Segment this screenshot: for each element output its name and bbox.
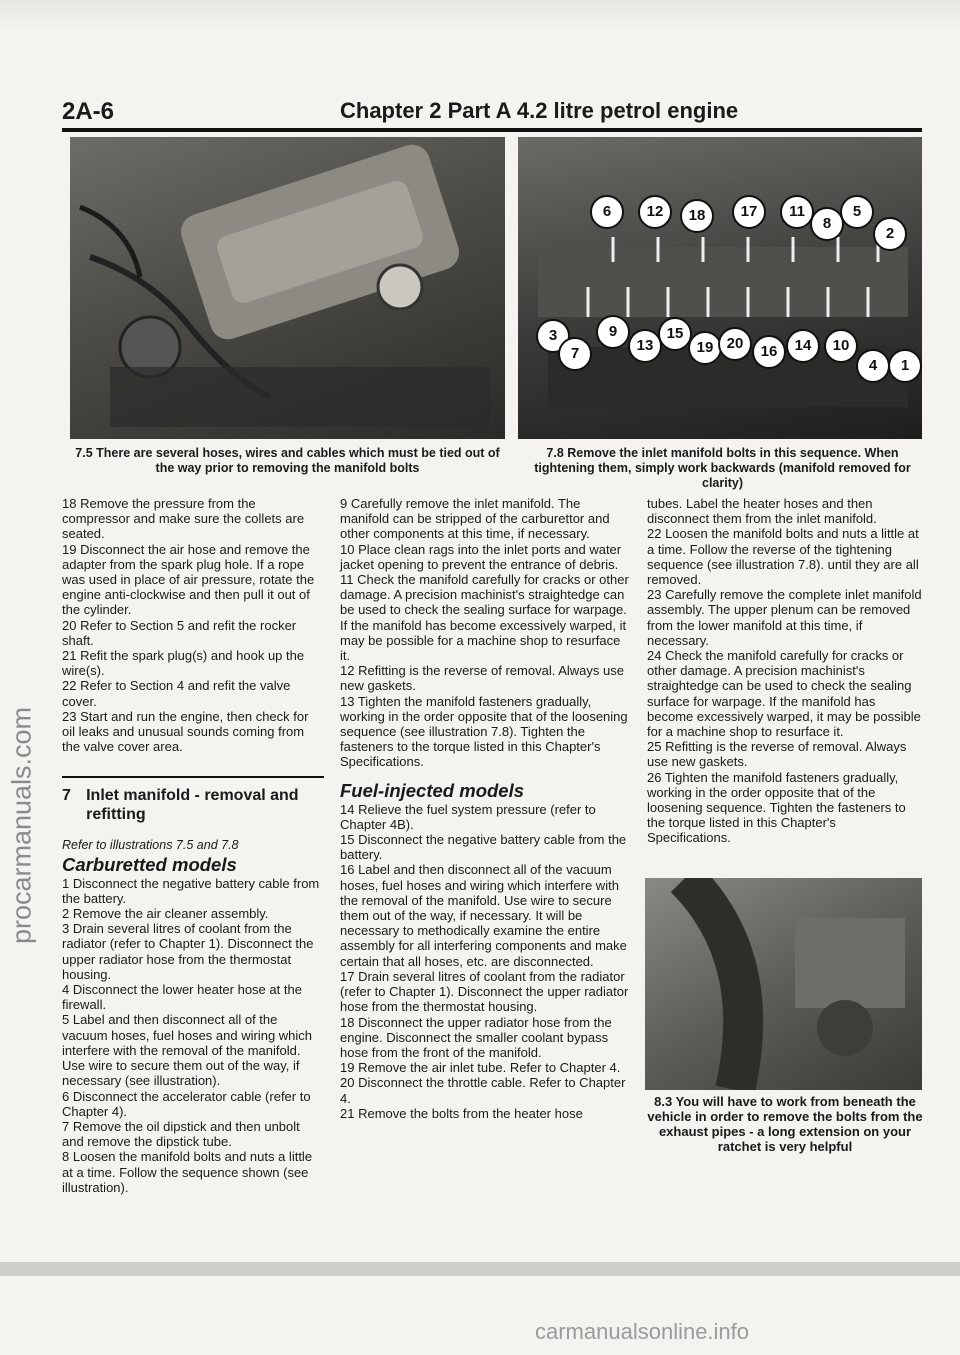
paragraph: 2 Remove the air cleaner assembly. — [62, 906, 269, 922]
paragraph: 13 Tighten the manifold fasteners gradually, working in the order opposite that of the loosening sequence (see illustration 7.8). Tighten the fasteners to the torque listed in this Chapter's Specifications. — [340, 693, 628, 770]
bolt-badge: 19 — [688, 331, 722, 365]
bolt-badge: 14 — [786, 329, 820, 363]
paragraph: 4 Disconnect the lower heater hose at the firewall. — [62, 982, 302, 1013]
paragraph: 18 Disconnect the upper radiator hose from the engine. Disconnect the smaller coolant bypass hose from the front of the manifold. — [340, 1014, 612, 1060]
paragraph: 1 Disconnect the negative battery cable from the battery. — [62, 875, 320, 906]
photo-8-3-exhaust — [645, 878, 922, 1090]
exhaust-photo-illustration — [645, 878, 922, 1090]
bolt-badge: 13 — [628, 329, 662, 363]
paragraph: 25 Refitting is the reverse of removal. Always use new gaskets. — [647, 739, 907, 770]
paragraph: 11 Check the manifold carefully for cracks or other damage. A precision machinist's straightedge can be used to check the sealing surface for warpage. If the manifold has become excessively warped, it may be possible for a machine shop to resurface it. — [340, 572, 629, 664]
paragraph: 23 Start and run the engine, then check for oil leaks and unusual sounds coming from the valve cover area. — [62, 708, 309, 755]
paragraph: 12 Refitting is the reverse of removal. Always use new gaskets. — [340, 663, 624, 694]
paragraph: 9 Carefully remove the inlet manifold. The manifold can be stripped of the carburettor and other components at this time, if necessary. — [340, 496, 610, 542]
paragraph: 6 Disconnect the accelerator cable (refer to Chapter 4). — [62, 1088, 311, 1119]
section-number: 7 — [62, 787, 71, 805]
bolt-badge: 9 — [596, 315, 630, 349]
paragraph: 8 Loosen the manifold bolts and nuts a little at a time. Follow the sequence shown (see illustration). — [62, 1149, 313, 1195]
paragraph: 21 Refit the spark plug(s) and hook up the wire(s). — [62, 648, 305, 679]
paragraph: 10 Place clean rags into the inlet ports and water jacket opening to prevent the entrance of debris. — [340, 541, 622, 572]
bolt-badge: 11 — [780, 195, 814, 229]
bolt-badge: 2 — [873, 217, 907, 251]
caption-8-3: 8.3 You will have to work from beneath the vehicle in order to remove the bolts from the exhaust pipes - a long extension on your ratchet is very helpful — [647, 1094, 923, 1154]
footer-watermark: carmanualsonline.info — [535, 1319, 750, 1344]
paragraph: 16 Label and then disconnect all of the vacuum hoses, fuel hoses and wiring which interfere with the removal of the manifold. Use wire to secure them out of the way, if necessary. It will be necessary to methodically examine the entire assembly for all interfering components and make certain that all hoses, etc. are disconnected. — [340, 862, 627, 969]
bolt-badge: 12 — [638, 195, 672, 229]
page-header — [62, 98, 922, 128]
paragraph: 26 Tighten the manifold fasteners gradually, working in the order opposite that of the loosening sequence. Tighten the fasteners to the torque listed in this Chapter's Specifications. — [647, 769, 906, 846]
bolt-badge: 7 — [558, 337, 592, 371]
side-watermark-text: procarmanuals.com — [6, 706, 37, 945]
paragraph: 5 Label and then disconnect all of the vacuum hoses, fuel hoses and wiring which interfere with the removal of the manifold. Use wire to secure them out of the way, if necessary (see illustration). — [62, 1012, 313, 1089]
paragraph: 14 Relieve the fuel system pressure (refer to Chapter 4B). — [340, 801, 596, 832]
bolt-badge: 20 — [718, 327, 752, 361]
bolt-badge: 17 — [732, 195, 766, 229]
bolt-badge: 18 — [680, 199, 714, 233]
bolt-badge: 5 — [840, 195, 874, 229]
paragraph: 22 Loosen the manifold bolts and nuts a little at a time. Follow the reverse of the tightening sequence (see illustration 7.8). until they are all removed. — [647, 526, 919, 588]
side-watermark — [2, 560, 37, 1080]
text-column-2 — [340, 496, 632, 1121]
paragraph: 18 Remove the pressure from the compressor and make sure the collets are seated. — [62, 496, 305, 542]
paragraph: 19 Disconnect the air hose and remove the adapter from the spark plug hole. If a rope was used in place of air pressure, rotate the engine anti-clockwise and then pull it out of the cylinder. — [62, 541, 315, 618]
photo-7-8-bolt-sequence — [518, 137, 922, 439]
paragraph: 17 Drain several litres of coolant from the radiator (refer to Chapter 1). Disconnect the upper radiator hose from the thermostat housing. — [340, 968, 629, 1015]
bolt-badge: 1 — [888, 349, 922, 383]
manifold-photo-illustration — [518, 137, 922, 439]
paragraph: 20 Disconnect the throttle cable. Refer to Chapter 4. — [340, 1075, 626, 1106]
header-rule — [62, 128, 922, 132]
paragraph: 15 Disconnect the negative battery cable from the battery. — [340, 832, 627, 863]
caption-7-8: 7.8 Remove the inlet manifold bolts in this sequence. When tightening them, simply work backwards (manifold removed for clarity) — [534, 446, 911, 490]
text-column-3 — [647, 496, 923, 846]
engine-photo-illustration — [70, 137, 505, 439]
section-rule — [62, 776, 324, 778]
subheading-fuel-injected: Fuel-injected models — [340, 779, 525, 801]
chapter-title: Chapter 2 Part A 4.2 litre petrol engine — [340, 98, 739, 123]
paragraph: tubes. Label the heater hoses and then disconnect them from the inlet manifold. — [647, 496, 877, 527]
scan-bottom-band — [0, 1262, 960, 1276]
bolt-badge: 8 — [810, 207, 844, 241]
paragraph: 22 Refer to Section 4 and refit the valve cover. — [62, 678, 291, 709]
bolt-badge: 15 — [658, 317, 692, 351]
paragraph: 19 Remove the air inlet tube. Refer to Chapter 4. — [340, 1060, 621, 1076]
section-heading — [62, 786, 324, 824]
paragraph: 21 Remove the bolts from the heater hose — [340, 1105, 583, 1121]
bolt-badge: 10 — [824, 329, 858, 363]
bolt-badge: 3 — [536, 319, 570, 353]
bolt-badge: 16 — [752, 335, 786, 369]
paragraph: 3 Drain several litres of coolant from the radiator (refer to Chapter 1). Disconnect the upper radiator hose from the thermostat housing. — [62, 921, 314, 982]
bolt-badge: 6 — [590, 195, 624, 229]
subheading-carburetted: Carburetted models — [62, 853, 237, 875]
paragraph: 23 Carefully remove the complete inlet manifold assembly. The upper plenum can be removed from the lower manifold at this time, if necessary. — [647, 587, 922, 648]
page-number: 2A-6 — [62, 98, 115, 125]
text-column-1 — [62, 496, 324, 1195]
photo-7-5-engine — [70, 137, 505, 439]
bolt-badge: 4 — [856, 349, 890, 383]
scan-top-band — [0, 0, 960, 30]
section-title: Inlet manifold - removal and refitting — [86, 787, 299, 824]
paragraph: 20 Refer to Section 5 and refit the rocker shaft. — [62, 617, 297, 648]
paragraph: 24 Check the manifold carefully for cracks or other damage. A precision machinist's straightedge can be used to check the sealing surface for warpage. If the manifold has become excessively warped, it may be possible for a machine shop to resurface it. — [647, 648, 921, 740]
paragraph: 7 Remove the oil dipstick and then unbolt and remove the dipstick tube. — [62, 1118, 300, 1150]
caption-7-5: 7.5 There are several hoses, wires and cables which must be tied out of the way prior to removing the manifold bolts — [75, 446, 500, 475]
illustration-reference: Refer to illustrations 7.5 and 7.8 — [62, 838, 239, 853]
